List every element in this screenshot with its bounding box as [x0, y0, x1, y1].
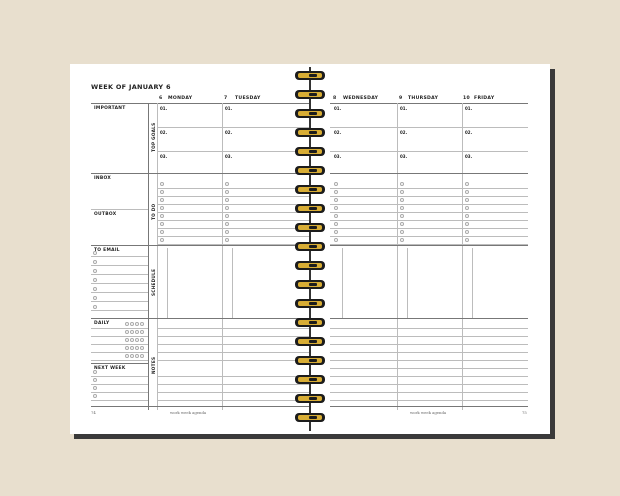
section-outbox: OUTBOX [94, 212, 117, 217]
checkbox-circle [400, 230, 404, 234]
schedule-guide [407, 248, 408, 318]
rule-line [91, 292, 148, 293]
checkbox-circle [130, 338, 134, 342]
ring-band [298, 415, 322, 420]
checkbox-circle [225, 198, 229, 202]
checkbox-circle [140, 322, 144, 326]
ring-core [309, 340, 317, 343]
day-number: 9 [399, 96, 403, 101]
spiral-binding [294, 67, 326, 437]
rule-line [330, 376, 528, 377]
column-divider [157, 103, 158, 410]
rule-line [91, 283, 148, 284]
rule-line [330, 245, 528, 246]
rule-line [330, 384, 528, 385]
footer-title: work week agenda [410, 410, 447, 415]
checkbox-circle [334, 190, 338, 194]
ring-band [298, 92, 322, 97]
checkbox-circle [465, 190, 469, 194]
checkbox-circle [93, 269, 97, 273]
column-divider [222, 103, 223, 410]
checkbox-circle [125, 354, 129, 358]
checkbox-circle [93, 251, 97, 255]
checkbox-circle [140, 330, 144, 334]
rule-line [91, 245, 310, 246]
spiral-ring [295, 109, 325, 118]
goal-number: 03. [465, 154, 473, 159]
rule-line [330, 336, 528, 337]
day-name: FRIDAY [474, 96, 495, 101]
ring-band [298, 187, 322, 192]
rule-line [157, 336, 310, 337]
rule-line [330, 328, 528, 329]
rule-line [91, 318, 310, 319]
rule-line [157, 328, 310, 329]
ring-band [298, 263, 322, 268]
goal-number: 02. [225, 130, 233, 135]
checkbox-circle [140, 354, 144, 358]
checkbox-circle [400, 238, 404, 242]
rule-line [157, 212, 310, 213]
rule-line [91, 274, 148, 275]
ring-band [298, 339, 322, 344]
checkbox-circle [160, 182, 164, 186]
checkbox-circle [93, 296, 97, 300]
section-to-email: TO EMAIL [94, 248, 120, 253]
day-number: 7 [224, 96, 228, 101]
checkbox-circle [465, 214, 469, 218]
schedule-guide [167, 248, 168, 318]
checkbox-circle [130, 354, 134, 358]
ring-core [309, 169, 317, 172]
goal-number: 02. [465, 130, 473, 135]
day-number: 8 [333, 96, 337, 101]
checkbox-circle [334, 230, 338, 234]
checkbox-circle [160, 190, 164, 194]
section-next-week: NEXT WEEK [94, 366, 126, 371]
checkbox-circle [160, 214, 164, 218]
schedule-guide [232, 248, 233, 318]
checkbox-circle [465, 198, 469, 202]
day-name: MONDAY [168, 96, 193, 101]
checkbox-circle [465, 206, 469, 210]
checkbox-circle [465, 230, 469, 234]
goal-number: 03. [225, 154, 233, 159]
ring-core [309, 150, 317, 153]
checkbox-circle [334, 206, 338, 210]
checkbox-circle [225, 238, 229, 242]
ring-band [298, 225, 322, 230]
rule-line [157, 376, 310, 377]
checkbox-circle [125, 330, 129, 334]
checkbox-circle [225, 206, 229, 210]
section-daily: DAILY [94, 321, 110, 326]
rule-line [157, 384, 310, 385]
spiral-ring [295, 261, 325, 270]
checkbox-circle [140, 346, 144, 350]
ring-core [309, 131, 317, 134]
rule-line [91, 400, 148, 401]
checkbox-circle [160, 238, 164, 242]
rule-line [91, 328, 148, 329]
week-title: WEEK OF JANUARY 6 [91, 83, 171, 91]
day-name: WEDNESDAY [343, 96, 379, 101]
rule-line [157, 196, 310, 197]
rule-line [330, 188, 528, 189]
spiral-ring [295, 90, 325, 99]
rule-line [91, 363, 148, 364]
rule-line [91, 352, 148, 353]
rule-line [91, 376, 148, 377]
goal-number: 02. [400, 130, 408, 135]
checkbox-circle [93, 370, 97, 374]
ring-core [309, 245, 317, 248]
spiral-ring [295, 318, 325, 327]
rule-line [330, 204, 528, 205]
checkbox-circle [125, 338, 129, 342]
checkbox-circle [225, 190, 229, 194]
rule-line [91, 384, 148, 385]
spiral-ring [295, 394, 325, 403]
checkbox-circle [130, 346, 134, 350]
checkbox-circle [93, 260, 97, 264]
goal-number: 01. [400, 106, 408, 111]
checkbox-circle [135, 354, 139, 358]
ring-band [298, 320, 322, 325]
checkbox-circle [400, 214, 404, 218]
checkbox-circle [130, 330, 134, 334]
rule-line [330, 406, 528, 407]
checkbox-circle [135, 338, 139, 342]
checkbox-circle [465, 222, 469, 226]
checkbox-circle [400, 182, 404, 186]
rule-line [91, 301, 148, 302]
rule-line [157, 360, 310, 361]
rule-line [330, 344, 528, 345]
spiral-ring [295, 337, 325, 346]
section-inbox: INBOX [94, 176, 112, 181]
checkbox-circle [125, 322, 129, 326]
ring-band [298, 168, 322, 173]
checkbox-circle [160, 198, 164, 202]
rule-line [330, 368, 528, 369]
checkbox-circle [160, 230, 164, 234]
checkbox-circle [225, 222, 229, 226]
rule-line [330, 196, 528, 197]
rule-line [157, 392, 310, 393]
checkbox-circle [135, 330, 139, 334]
ring-band [298, 358, 322, 363]
checkbox-circle [400, 222, 404, 226]
goal-number: 01. [160, 106, 168, 111]
checkbox-circle [135, 322, 139, 326]
checkbox-circle [93, 386, 97, 390]
rule-line [157, 220, 310, 221]
ring-core [309, 302, 317, 305]
checkbox-circle [334, 198, 338, 202]
ring-core [309, 283, 317, 286]
rule-line [157, 344, 310, 345]
ring-core [309, 93, 317, 96]
rule-line [330, 228, 528, 229]
day-name: THURSDAY [408, 96, 439, 101]
goal-number: 03. [400, 154, 408, 159]
ring-core [309, 188, 317, 191]
rule-line [91, 344, 148, 345]
rule-line [330, 127, 528, 128]
label-schedule: SCHEDULE [151, 268, 156, 296]
spiral-ring [295, 166, 325, 175]
goal-number: 01. [334, 106, 342, 111]
ring-band [298, 206, 322, 211]
ring-core [309, 207, 317, 210]
goal-number: 03. [160, 154, 168, 159]
checkbox-circle [125, 346, 129, 350]
ring-band [298, 130, 322, 135]
column-divider [397, 103, 398, 410]
checkbox-circle [334, 214, 338, 218]
checkbox-circle [130, 322, 134, 326]
checkbox-circle [225, 230, 229, 234]
checkbox-circle [225, 182, 229, 186]
rule-line [157, 228, 310, 229]
day-number: 6 [159, 96, 163, 101]
rule-line [91, 336, 148, 337]
ring-core [309, 112, 317, 115]
page-number-right: 75 [522, 410, 527, 415]
spiral-ring [295, 128, 325, 137]
rule-line [91, 360, 148, 361]
spiral-ring [295, 242, 325, 251]
ring-core [309, 397, 317, 400]
day-number: 10 [463, 96, 470, 101]
spiral-ring [295, 147, 325, 156]
label-top-goals: TOP GOALS [151, 122, 156, 152]
spiral-ring [295, 413, 325, 422]
checkbox-circle [93, 394, 97, 398]
checkbox-circle [225, 214, 229, 218]
ring-band [298, 244, 322, 249]
checkbox-circle [465, 238, 469, 242]
spiral-ring [295, 280, 325, 289]
day-name: TUESDAY [235, 96, 261, 101]
ring-band [298, 111, 322, 116]
rule-line [91, 256, 148, 257]
rule-line [330, 392, 528, 393]
goal-number: 02. [334, 130, 342, 135]
checkbox-circle [400, 190, 404, 194]
right-page [310, 64, 550, 434]
label-notes: NOTES [151, 356, 156, 374]
checkbox-circle [465, 182, 469, 186]
rule-line [330, 400, 528, 401]
column-divider [462, 103, 463, 410]
ring-band [298, 73, 322, 78]
checkbox-circle [140, 338, 144, 342]
checkbox-circle [400, 206, 404, 210]
rule-line [330, 352, 528, 353]
goal-number: 01. [465, 106, 473, 111]
checkbox-circle [93, 287, 97, 291]
rule-line [157, 352, 310, 353]
checkbox-circle [93, 378, 97, 382]
ring-core [309, 226, 317, 229]
checkbox-circle [334, 238, 338, 242]
spiral-ring [295, 71, 325, 80]
rule-line [91, 173, 310, 174]
goal-number: 02. [160, 130, 168, 135]
ring-core [309, 378, 317, 381]
ring-core [309, 359, 317, 362]
rule-line [91, 310, 148, 311]
spiral-ring [295, 356, 325, 365]
left-page [70, 64, 310, 434]
ring-core [309, 416, 317, 419]
footer-title: work week agenda [170, 410, 207, 415]
rule-line [91, 392, 148, 393]
ring-core [309, 264, 317, 267]
ring-band [298, 396, 322, 401]
checkbox-circle [334, 182, 338, 186]
rule-line [91, 406, 310, 407]
rule-line [91, 265, 148, 266]
checkbox-circle [160, 222, 164, 226]
ring-core [309, 321, 317, 324]
rule-line [157, 236, 310, 237]
rule-line [157, 188, 310, 189]
spiral-ring [295, 299, 325, 308]
rule-line [330, 360, 528, 361]
spiral-ring [295, 223, 325, 232]
ring-band [298, 377, 322, 382]
spiral-ring [295, 204, 325, 213]
spiral-ring [295, 375, 325, 384]
ring-band [298, 301, 322, 306]
rule-line [157, 204, 310, 205]
label-to-do: TO DO [151, 203, 156, 220]
column-divider [148, 103, 149, 410]
ring-band [298, 149, 322, 154]
checkbox-circle [93, 305, 97, 309]
rule-line [330, 318, 528, 319]
header-rule [330, 103, 528, 104]
ring-core [309, 74, 317, 77]
goal-number: 03. [334, 154, 342, 159]
section-important: IMPORTANT [94, 106, 126, 111]
schedule-guide [342, 248, 343, 318]
checkbox-circle [400, 198, 404, 202]
schedule-guide [472, 248, 473, 318]
rule-line [157, 151, 310, 152]
spiral-ring [295, 185, 325, 194]
checkbox-circle [160, 206, 164, 210]
rule-line [157, 400, 310, 401]
page-number-left: 74 [91, 410, 96, 415]
rule-line [330, 151, 528, 152]
header-rule [91, 103, 310, 104]
rule-line [157, 127, 310, 128]
checkbox-circle [93, 278, 97, 282]
rule-line [91, 209, 148, 210]
rule-line [330, 212, 528, 213]
ring-band [298, 282, 322, 287]
rule-line [330, 236, 528, 237]
checkbox-circle [135, 346, 139, 350]
checkbox-circle [334, 222, 338, 226]
rule-line [330, 220, 528, 221]
rule-line [330, 173, 528, 174]
goal-number: 01. [225, 106, 233, 111]
